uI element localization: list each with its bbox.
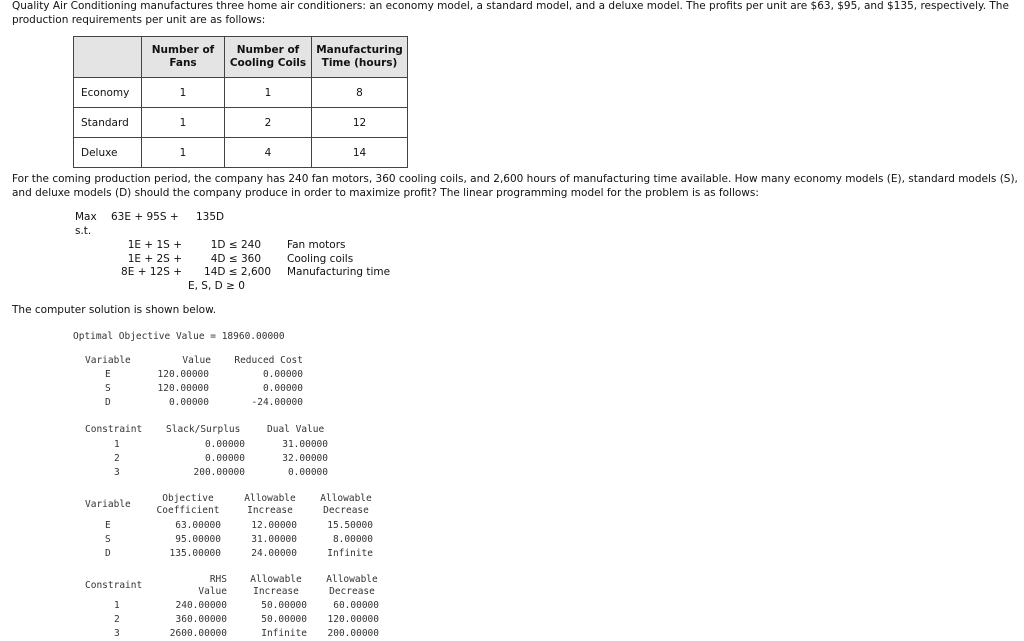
intro-paragraph: Quality Air Conditioning manufactures three home air conditioners: an economy model, a standard model, and a deluxe model. The profits per unit are $63, $95, and $135, respectively. The production requirements per unit are as follows: (12, 0, 1009, 26)
range-var-name: S (105, 534, 111, 545)
rhs-header-dec-1: Allowable (326, 574, 378, 585)
rhs-header-rhs-1: RHS (209, 574, 227, 585)
row-label: Deluxe (74, 138, 142, 168)
vars-header-variable: Variable (85, 355, 131, 366)
table-cell: 1 (225, 78, 312, 108)
table-cell: 1 (142, 138, 225, 168)
row-label: Standard (74, 108, 142, 138)
rhs-header-dec-2: Decrease (329, 586, 375, 597)
cons-name: 1 (114, 439, 120, 450)
header-coils: Number of Cooling Coils (225, 37, 312, 78)
table-cell: 4 (225, 138, 312, 168)
max-label: Max (75, 211, 97, 223)
range-header-dec-2: Decrease (323, 505, 369, 516)
rhs-increase: Infinite (261, 628, 307, 639)
cons-slack: 0.00000 (204, 439, 245, 450)
cons-name: 3 (114, 467, 120, 478)
range-coef: 95.00000 (175, 534, 221, 545)
rhs-value: 240.00000 (175, 600, 227, 611)
rhs-cons-name: 2 (114, 614, 120, 625)
constraint-left: 1E + 2S + (127, 253, 182, 265)
rhs-header-inc-2: Increase (253, 586, 299, 597)
st-label: s.t. (75, 225, 92, 237)
table-row (74, 78, 408, 108)
constraint-right: 14D ≤ 2,600 (204, 266, 271, 278)
row-label: Economy (74, 78, 142, 108)
rhs-header-inc-1: Allowable (250, 574, 302, 585)
cons-slack: 200.00000 (193, 467, 245, 478)
rhs-value: 2600.00000 (169, 628, 227, 639)
range-increase: 12.00000 (251, 520, 297, 531)
cons-header-dual: Dual Value (267, 424, 325, 435)
rhs-header-rhs-2: Value (198, 586, 227, 597)
range-decrease: 15.50000 (327, 520, 373, 531)
table-cell: 1 (142, 108, 225, 138)
var-name: D (105, 397, 111, 408)
range-header-inc-2: Increase (247, 505, 293, 516)
table-cell: 1 (142, 78, 225, 108)
var-value: 120.00000 (157, 369, 209, 380)
table-row (74, 108, 408, 138)
table-corner-cell (74, 37, 142, 78)
problem-paragraph: For the coming production period, the company has 240 fan motors, 360 cooling coils, and 2,600 hours of manufacturing time available. How many economy models (E), standard models (S), and deluxe models (D) should the company produce in order to maximize profit? The linear programming model for the problem is as follows: (12, 173, 1018, 199)
rhs-cons-name: 1 (114, 600, 120, 611)
range-header-coef-1: Objective (162, 493, 214, 504)
optimal-objective-value: Optimal Objective Value = 18960.00000 (73, 331, 285, 342)
nonnegativity: E, S, D ≥ 0 (188, 280, 245, 292)
range-coef: 135.00000 (169, 548, 221, 559)
rhs-cons-name: 3 (114, 628, 120, 639)
header-time: Manufacturing Time (hours) (312, 37, 408, 78)
range-header-dec-1: Allowable (320, 493, 372, 504)
cons-name: 2 (114, 453, 120, 464)
cons-dual: 31.00000 (282, 439, 328, 450)
range-increase: 31.00000 (251, 534, 297, 545)
table-cell: 2 (225, 108, 312, 138)
var-reduced-cost: 0.00000 (262, 383, 303, 394)
rhs-decrease: 200.00000 (327, 628, 379, 639)
rhs-decrease: 60.00000 (333, 600, 379, 611)
range-var-name: E (105, 520, 111, 531)
range-var-name: D (105, 548, 111, 559)
range-increase: 24.00000 (251, 548, 297, 559)
range-header-inc-1: Allowable (244, 493, 296, 504)
range-decrease: 8.00000 (332, 534, 373, 545)
var-name: S (105, 383, 111, 394)
var-value: 120.00000 (157, 383, 209, 394)
var-reduced-cost: -24.00000 (251, 397, 303, 408)
table-cell: 12 (312, 108, 408, 138)
rhs-header-constraint: Constraint (85, 580, 143, 591)
header-fans: Number of Fans (142, 37, 225, 78)
constraint-left: 1E + 1S + (127, 239, 182, 251)
cons-header-constraint: Constraint (85, 424, 143, 435)
objective-d-term: 135D (196, 211, 225, 223)
vars-header-value: Value (182, 355, 211, 366)
table-cell: 14 (312, 138, 408, 168)
vars-header-reduced-cost: Reduced Cost (234, 355, 303, 366)
cons-dual: 0.00000 (287, 467, 328, 478)
cons-dual: 32.00000 (282, 453, 328, 464)
table-row (74, 138, 408, 168)
var-value: 0.00000 (168, 397, 209, 408)
constraint-name: Manufacturing time (287, 266, 391, 278)
range-header-variable: Variable (85, 499, 131, 510)
table-header-row (74, 37, 408, 78)
var-name: E (105, 369, 111, 380)
constraint-right: 4D ≤ 360 (210, 253, 261, 265)
rhs-decrease: 120.00000 (327, 614, 379, 625)
var-reduced-cost: 0.00000 (262, 369, 303, 380)
production-requirements-table (73, 36, 408, 168)
cons-slack: 0.00000 (204, 453, 245, 464)
cons-header-slack: Slack/Surplus (166, 424, 241, 435)
rhs-value: 360.00000 (175, 614, 227, 625)
table-cell: 8 (312, 78, 408, 108)
rhs-increase: 50.00000 (261, 600, 307, 611)
rhs-increase: 50.00000 (261, 614, 307, 625)
constraint-right: 1D ≤ 240 (210, 239, 261, 251)
constraint-name: Fan motors (287, 239, 346, 251)
constraint-name: Cooling coils (287, 253, 354, 265)
objective-function: 63E + 95S + (111, 211, 179, 223)
range-header-coef-2: Coefficient (156, 505, 220, 516)
range-decrease: Infinite (327, 548, 373, 559)
range-coef: 63.00000 (175, 520, 221, 531)
constraint-left: 8E + 12S + (121, 266, 182, 278)
solution-intro: The computer solution is shown below. (12, 304, 217, 316)
